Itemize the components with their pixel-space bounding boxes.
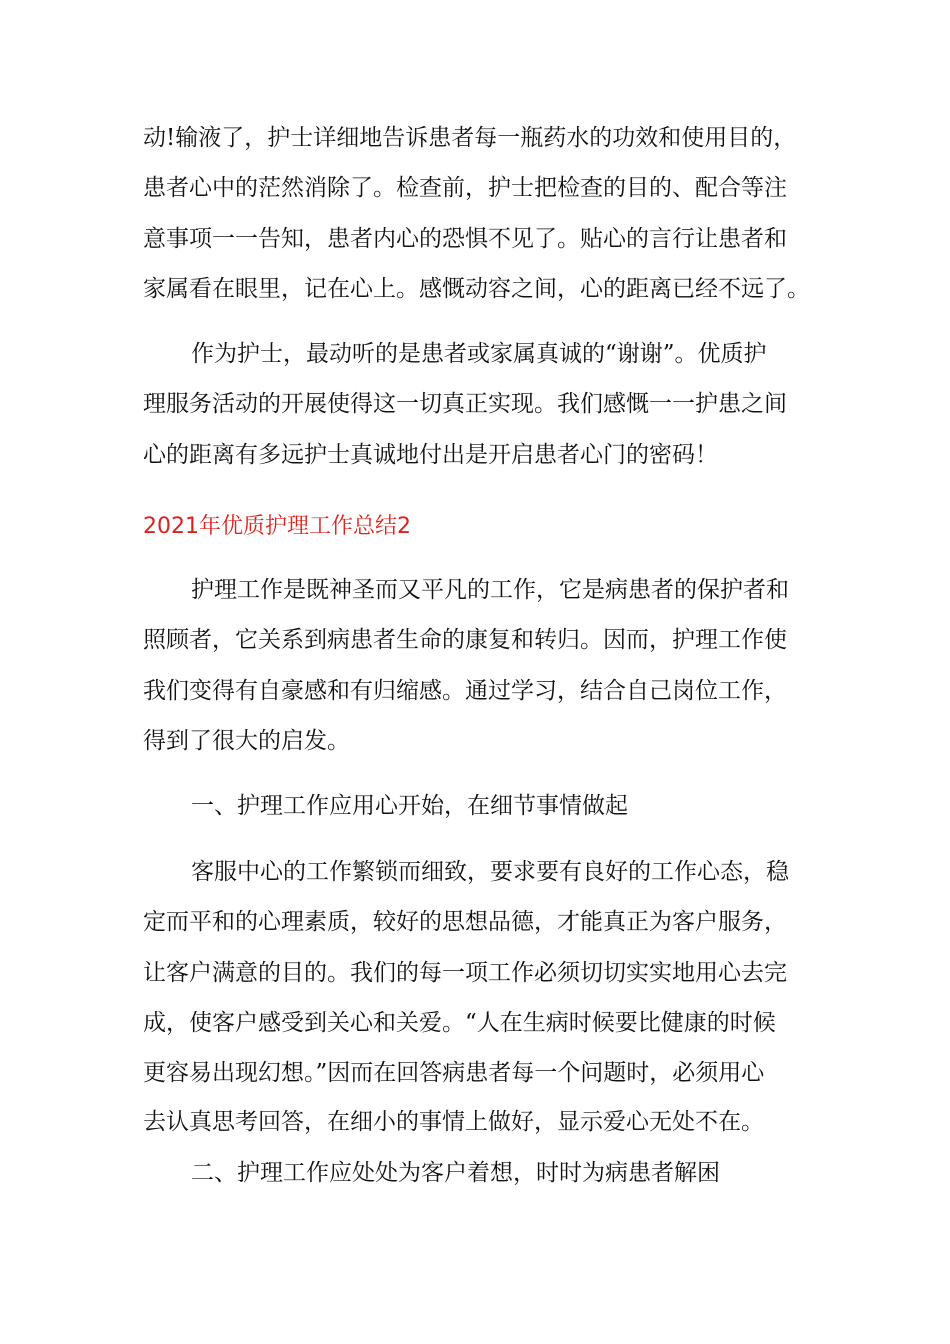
paragraph-line: 成，使客户感受到关心和关爱。“人在生病时候要比健康的时候 bbox=[143, 1010, 776, 1036]
paragraph-line: 客服中心的工作繁锁而细致，要求要有良好的工作心态，稳 bbox=[191, 859, 789, 885]
paragraph-line: 让客户满意的目的。我们的每一项工作必须切切实实地用心去完 bbox=[143, 960, 787, 986]
paragraph-line: 家属看在眼里，记在心上。感慨动容之间，心的距离已经不远了。 bbox=[143, 276, 810, 302]
subsection-title: 一、护理工作应用心开始，在细节事情做起 bbox=[191, 793, 628, 819]
paragraph-line: 得到了很大的启发。 bbox=[143, 728, 350, 754]
paragraph-line: 意事项一一告知，患者内心的恐惧不见了。贴心的言行让患者和 bbox=[143, 226, 787, 252]
paragraph-line: 定而平和的心理素质，较好的思想品德，才能真正为客户服务， bbox=[143, 909, 787, 935]
paragraph-line: 我们变得有自豪感和有归缩感。通过学习，结合自己岗位工作， bbox=[143, 678, 787, 704]
paragraph-line: 动!输液了，护士详细地告诉患者每一瓶药水的功效和使用目的， bbox=[143, 125, 797, 151]
paragraph-line: 作为护士，最动听的是患者或家属真诚的“谢谢”。优质护 bbox=[191, 341, 767, 367]
paragraph-line: 理服务活动的开展使得这一切真正实现。我们感慨一一护患之间 bbox=[143, 391, 787, 417]
paragraph-line: 更容易出现幻想。”因而在回答病患者每一个问题时，必须用心 bbox=[143, 1060, 765, 1086]
paragraph-line: 护理工作是既神圣而又平凡的工作，它是病患者的保护者和 bbox=[191, 577, 789, 603]
section-heading: 2021年优质护理工作总结2 bbox=[143, 514, 411, 539]
paragraph-line: 患者心中的茫然消除了。检查前，护士把检查的目的、配合等注 bbox=[143, 175, 787, 201]
paragraph-line: 心的距离有多远护士真诚地付出是开启患者心门的密码！ bbox=[143, 442, 718, 468]
subsection-title: 二、护理工作应处处为客户着想，时时为病患者解困 bbox=[191, 1160, 720, 1186]
paragraph-line: 照顾者，它关系到病患者生命的康复和转归。因而，护理工作使 bbox=[143, 627, 787, 653]
paragraph-line: 去认真思考回答，在细小的事情上做好，显示爱心无处不在。 bbox=[143, 1109, 764, 1135]
